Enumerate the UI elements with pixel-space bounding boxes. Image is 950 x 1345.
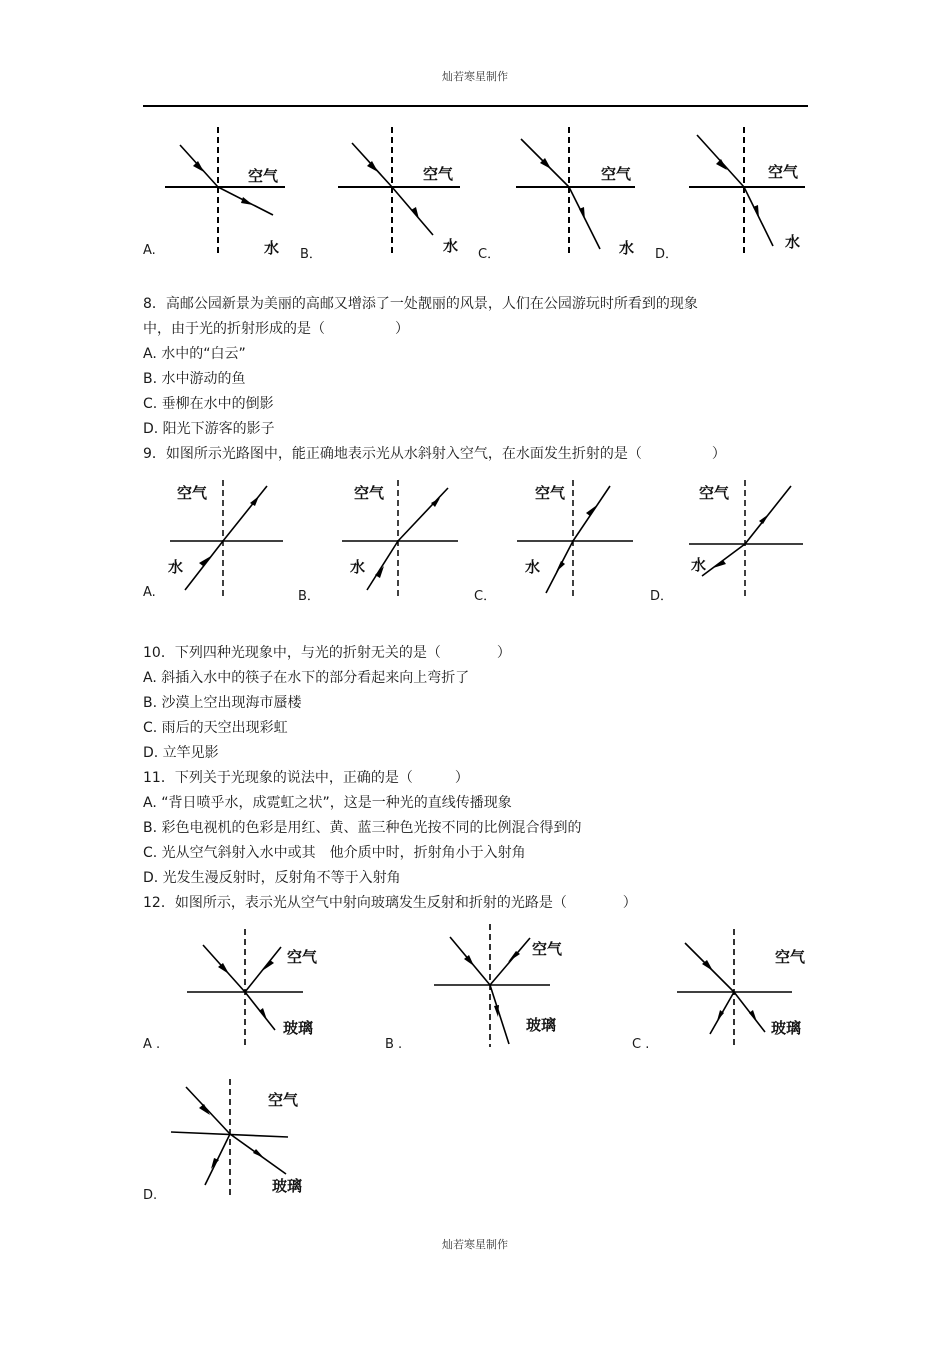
q12d-air-label: 空气 xyxy=(268,1091,299,1109)
q8-stem-line2: 中，由于光的折射形成的是（ ） xyxy=(143,321,409,337)
q7d-water-label: 水 xyxy=(785,233,801,251)
q7c-air-label: 空气 xyxy=(601,165,632,183)
q12c-glass-label: 玻璃 xyxy=(771,1019,802,1037)
q11-option-b: B. 彩色电视机的色彩是用红、黄、蓝三种色光按不同的比例混合得到的 xyxy=(143,820,582,836)
q7-figure-a xyxy=(160,125,295,260)
q7-figure-c xyxy=(513,125,648,260)
q9a-air-label: 空气 xyxy=(177,484,208,502)
q11-option-d: D. 光发生漫反射时，反射角不等于入射角 xyxy=(143,870,401,886)
q7d-air-label: 空气 xyxy=(768,163,799,181)
q9d-air-label: 空气 xyxy=(699,484,730,502)
q7a-water-label: 水 xyxy=(264,239,280,257)
q9b-water-label: 水 xyxy=(350,558,366,576)
q9b-air-label: 空气 xyxy=(354,484,385,502)
q8-stem-line1: 8．高邮公园新景为美丽的高邮又增添了一处靓丽的风景，人们在公园游玩时所看到的现象 xyxy=(143,296,698,312)
page-footer: 灿若寒星制作 xyxy=(442,1238,508,1251)
q10-stem: 10．下列四种光现象中，与光的折射无关的是（ ） xyxy=(143,645,511,661)
q12b-glass-label: 玻璃 xyxy=(526,1016,557,1034)
q7-option-c: C． xyxy=(478,247,501,262)
q9-figure-b xyxy=(340,478,465,603)
page-header: 灿若寒星制作 xyxy=(442,70,508,83)
q10-option-b: B. 沙漠上空出现海市蜃楼 xyxy=(143,695,302,711)
q12-option-b: B . xyxy=(385,1037,403,1052)
q12-figure-b xyxy=(432,922,572,1052)
q9-option-d: D． xyxy=(650,589,674,604)
q12a-glass-label: 玻璃 xyxy=(283,1019,314,1037)
q9-option-b: B． xyxy=(298,589,320,604)
q9c-air-label: 空气 xyxy=(535,484,566,502)
q9c-water-label: 水 xyxy=(525,558,541,576)
q12c-air-label: 空气 xyxy=(775,948,806,966)
q9d-water-label: 水 xyxy=(691,556,707,574)
q10-option-c: C. 雨后的天空出现彩虹 xyxy=(143,720,288,736)
q12b-air-label: 空气 xyxy=(532,940,563,958)
q11-option-c: C. 光从空气斜射入水中或其 他介质中时，折射角小于入射角 xyxy=(143,845,526,861)
q12-option-d: D. xyxy=(143,1188,158,1203)
q9-option-a: A. xyxy=(143,585,156,600)
q7c-water-label: 水 xyxy=(619,239,635,257)
q9-figure-c xyxy=(515,478,640,603)
q9-figure-a xyxy=(165,478,290,603)
q7-option-b: B． xyxy=(300,247,322,262)
q11-option-a: A. “背日喷乎水，成霓虹之状”，这是一种光的直线传播现象 xyxy=(143,795,512,811)
q8-option-a: A. 水中的“白云” xyxy=(143,346,246,362)
q9-figure-d xyxy=(687,478,812,603)
q7-option-a: A. xyxy=(143,243,156,258)
q12-figure-d xyxy=(168,1077,318,1202)
q12-figure-a xyxy=(185,927,325,1052)
q12-figure-c xyxy=(675,927,815,1052)
q10-option-a: A. 斜插入水中的筷子在水下的部分看起来向上弯折了 xyxy=(143,670,470,686)
q12-option-c: C . xyxy=(632,1037,650,1052)
q12-stem: 12．如图所示，表示光从空气中射向玻璃发生反射和折射的光路是（ ） xyxy=(143,895,637,911)
q12-option-a: A . xyxy=(143,1037,161,1052)
q7b-air-label: 空气 xyxy=(423,165,454,183)
q8-option-c: C. 垂柳在水中的倒影 xyxy=(143,396,274,412)
q9-stem: 9．如图所示光路图中，能正确地表示光从水斜射入空气，在水面发生折射的是（ ） xyxy=(143,446,726,462)
q7-figure-b xyxy=(335,125,470,260)
q11-stem: 11．下列关于光现象的说法中，正确的是（ ） xyxy=(143,770,469,786)
q12d-glass-label: 玻璃 xyxy=(272,1177,303,1195)
q7a-air-label: 空气 xyxy=(248,167,279,185)
q7b-water-label: 水 xyxy=(443,237,459,255)
q12a-air-label: 空气 xyxy=(287,948,318,966)
q7-option-d: D． xyxy=(655,247,679,262)
header-rule xyxy=(143,105,808,107)
q10-option-d: D. 立竿见影 xyxy=(143,745,219,761)
q9-option-c: C． xyxy=(474,589,497,604)
q8-option-d: D. 阳光下游客的影子 xyxy=(143,421,275,437)
q9a-water-label: 水 xyxy=(168,558,184,576)
q7-figure-d xyxy=(687,125,822,260)
q8-option-b: B. 水中游动的鱼 xyxy=(143,371,246,387)
